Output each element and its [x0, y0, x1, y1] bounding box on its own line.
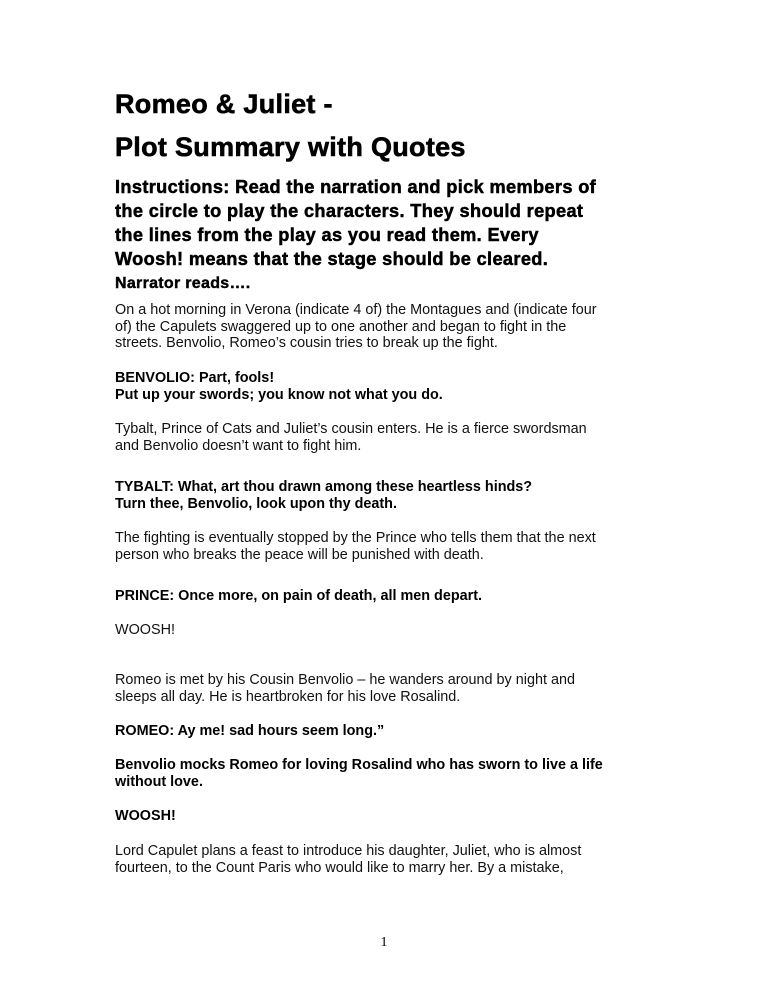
quote-line: Turn thee, Benvolio, look upon thy death.: [115, 495, 397, 512]
paragraph-line: The fighting is eventually stopped by the Prince who tells them that the next: [115, 530, 596, 546]
page-number: 1: [380, 935, 388, 950]
narration-paragraph: [115, 672, 575, 705]
paragraph-line: streets. Benvolio, Romeo’s cousin tries to break up the fight.: [115, 335, 498, 352]
paragraph-line: WOOSH!: [115, 622, 175, 638]
paragraph-line: and Benvolio doesn’t want to fight him.: [115, 437, 362, 454]
paragraph-line: WOOSH!: [115, 808, 176, 824]
quote-line: ROMEO: Ay me! sad hours seem long.”: [115, 723, 385, 739]
narration-paragraph: [115, 843, 581, 876]
document-title-line-1: Romeo & Juliet -: [115, 89, 333, 119]
document-title-line-2: Plot Summary with Quotes: [115, 132, 466, 162]
paragraph-line: without love.: [115, 773, 203, 790]
quote-line: BENVOLIO: Part, fools!: [115, 370, 275, 386]
paragraph-line: On a hot morning in Verona (indicate 4 of) the Montagues and (indicate four: [115, 302, 597, 318]
quote-line: Put up your swords; you know not what you do.: [115, 386, 443, 403]
paragraph-line: fourteen, to the Count Paris who would like to marry her. By a mistake,: [115, 859, 564, 876]
quote-benvolio: [115, 370, 443, 403]
instructions-line-1: Instructions: Read the narration and pick members of: [115, 177, 597, 197]
paragraph-line: Benvolio mocks Romeo for loving Rosalind who has sworn to live a life: [115, 757, 603, 773]
section-heading: Narrator reads….: [115, 275, 251, 292]
instructions-line-3: the lines from the play as you read them. Every: [115, 225, 539, 245]
instructions-line-4: Woosh! means that the stage should be cleared.: [115, 249, 549, 269]
paragraph-line: Tybalt, Prince of Cats and Juliet’s cousin enters. He is a fierce swordsman: [115, 421, 587, 437]
paragraph-line: person who breaks the peace will be punished with death.: [115, 546, 484, 563]
woosh-marker-bold: [115, 808, 176, 825]
narration-paragraph: [115, 421, 587, 454]
narration-paragraph: [115, 302, 597, 352]
paragraph-line: of) the Capulets swaggered up to one another and began to fight in the: [115, 318, 567, 335]
narration-paragraph-bold: [115, 757, 603, 790]
instructions-line-2: the circle to play the characters. They should repeat: [115, 201, 584, 221]
quote-line: PRINCE: Once more, on pain of death, all men depart.: [115, 588, 483, 604]
narration-paragraph: [115, 530, 596, 563]
quote-line: TYBALT: What, art thou drawn among these heartless hinds?: [115, 479, 533, 495]
quote-prince: [115, 588, 482, 605]
quote-romeo: [115, 723, 384, 740]
quote-tybalt: [115, 479, 532, 512]
paragraph-line: Lord Capulet plans a feast to introduce his daughter, Juliet, who is almost: [115, 843, 582, 859]
woosh-marker: [115, 622, 175, 639]
paragraph-line: Romeo is met by his Cousin Benvolio – he wanders around by night and: [115, 672, 575, 688]
paragraph-line: sleeps all day. He is heartbroken for his love Rosalind.: [115, 688, 461, 705]
